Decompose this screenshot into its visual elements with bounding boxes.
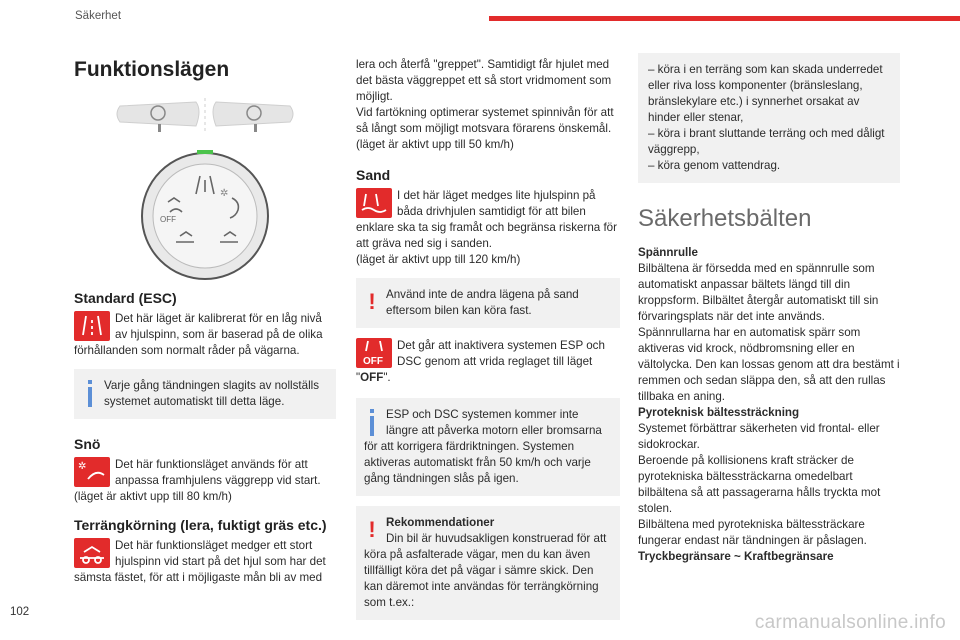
- column-1: [74, 48, 336, 586]
- spannrulle-text-2: Spännrullarna har en automatisk spärr som aktiveras vid krock, nödbromsning eller en vältolycka. Den kan lossas genom att dra bestämt i remmen och sedan släppa den, så att den rullas tillbaka en aning.: [638, 326, 900, 403]
- pyro-text: Systemet förbättrar säkerheten vid frontal- eller sidokrockar.: [638, 422, 880, 451]
- info-note-1: [74, 369, 336, 419]
- warning-icon: !: [368, 517, 376, 542]
- sand-heading: Sand: [356, 167, 391, 183]
- info-note-2-text: ESP och DSC systemen kommer inte längre att påverka motorn eller bromsarna för att korrigera färdriktningen. Systemen aktiveras automatiskt från 50 km/h och varje gång tändningen slås på igen.: [364, 408, 602, 485]
- tryck-heading: Tryckbegränsare ~ Kraftbegränsare: [638, 550, 834, 563]
- offroad-mode-icon: [74, 538, 110, 568]
- offroad-text: Det här funktionsläget medger ett stort hjulspinn vid start på det hjul som har det sämsta fästet, för att i möjligaste mån bli av med: [74, 539, 326, 584]
- info-note-1-text: Varje gång tändningen slagits av nollställs systemet automatiskt till detta läge.: [104, 379, 320, 408]
- off-text: [356, 338, 620, 386]
- snow-text: Det här funktionsläget används för att anpassa framhjulens väggrepp vid start.: [115, 458, 321, 487]
- warning-note-1-text: Använd inte de andra lägena på sand eftersom bilen kan köra fast.: [386, 288, 579, 317]
- sand-text: I det här läget medges lite hjulspinn på båda drivhjulen samtidigt för att bilen enklare ska ta sig framåt och begränsa riskerna för att gräva ned sig i sanden.: [356, 189, 617, 250]
- list-item: – köra genom vattendrag.: [648, 159, 781, 172]
- column-3: [638, 53, 900, 565]
- spannrulle-heading: Spännrulle: [638, 246, 698, 259]
- svg-text:OFF: OFF: [363, 356, 383, 367]
- pyro-heading: Pyroteknisk bältessträckning: [638, 406, 800, 419]
- recommendations-list-box: [638, 53, 900, 183]
- info-icon: [364, 407, 380, 437]
- offroad-heading: Terrängkörning (lera, fuktigt gräs etc.): [74, 517, 327, 533]
- esc-mode-icon: [74, 311, 110, 341]
- svg-text:OFF: OFF: [160, 215, 176, 224]
- sand-mode-block: [356, 188, 620, 268]
- sand-text-2: (läget är aktivt upp till 120 km/h): [356, 253, 521, 266]
- header-accent-bar: [489, 16, 960, 21]
- pyro-text-3: Bilbältena med pyrotekniska bältessträckare fungerar endast när tändningen är påslagen.: [638, 518, 867, 547]
- page-title: Funktionslägen: [74, 58, 230, 81]
- seatbelts-title: Säkerhetsbälten: [638, 205, 812, 232]
- sand-mode-icon: [356, 188, 392, 218]
- offroad-mode-block: [74, 538, 336, 586]
- page-number: 102: [10, 606, 30, 618]
- offroad-cont-3: (läget är aktivt upp till 50 km/h): [356, 138, 514, 151]
- pyro-text-2: Beroende på kollisionens kraft sträcker de pyrotekniska bältessträckarna omedelbart bilbältena så att passagerarna hålls tryckta mot stolen.: [638, 454, 881, 515]
- offroad-cont-1: lera och återfå "greppet". Samtidigt får hjulet med det bästa väggreppet ett så stort vridmoment som möjligt.: [356, 58, 612, 103]
- recommendations-heading: Rekommendationer: [386, 516, 495, 529]
- standard-mode-block: [74, 311, 336, 359]
- mode-selector-illustration: [74, 96, 336, 286]
- recommendations-text: Din bil är huvudsakligen konstruerad för att köra på asfalterade vägar, men du kan även tillfälligt köra det på vägar i sämre skick. Den kan däremot inte användas för terrängkörning som t.ex.:: [364, 532, 607, 609]
- warning-note-1: [356, 278, 620, 328]
- snow-mode-block: [74, 457, 336, 505]
- standard-text: Det här läget är kalibrerat för en låg nivå av hjulspinn, som är baserad på de olika förhållanden som normalt råder på vägarna.: [74, 312, 323, 357]
- off-mode-icon: [356, 338, 392, 368]
- standard-heading: Standard (ESC): [74, 290, 177, 306]
- snow-text-2: (läget är aktivt upp till 80 km/h): [74, 490, 232, 503]
- warning-note-2: [356, 506, 620, 620]
- off-text-c: ".: [383, 371, 391, 384]
- spannrulle-text: Bilbältena är försedda med en spännrulle som automatiskt anpassar bältets längd till din kroppsform. Bilbältet återgår automatiskt till sin förvaringsplats när det inte används.: [638, 262, 879, 323]
- watermark: carmanualsonline.info: [754, 612, 946, 633]
- snow-mode-icon: [74, 457, 110, 487]
- offroad-cont-2: Vid fartökning optimerar systemet spinnivån för att så långt som möjligt motsvara förarens önskemål.: [356, 106, 614, 135]
- list-item: – köra i brant sluttande terräng och med dåligt väggrepp,: [648, 127, 885, 156]
- off-mode-block: [356, 338, 620, 386]
- snow-heading: Snö: [74, 436, 101, 452]
- info-icon: [82, 378, 98, 408]
- svg-text:✲: ✲: [220, 188, 229, 199]
- warning-icon: !: [368, 289, 376, 314]
- off-text-a: Det går att inaktivera systemen ESP och DSC genom att vrida reglaget till läget ": [356, 339, 605, 384]
- info-note-2: [356, 398, 620, 496]
- svg-text:✲: ✲: [78, 461, 87, 472]
- off-text-bold: OFF: [360, 371, 384, 384]
- mode-selector-dial-icon: [74, 96, 336, 286]
- column-2: [356, 57, 620, 620]
- list-item: – köra i en terräng som kan skada underredet eller riva loss komponenter (bränsleslang, bränslekylare etc.) i synnerhet orsakat av hinder eller stenar,: [648, 63, 883, 124]
- section-label: Säkerhet: [75, 10, 122, 22]
